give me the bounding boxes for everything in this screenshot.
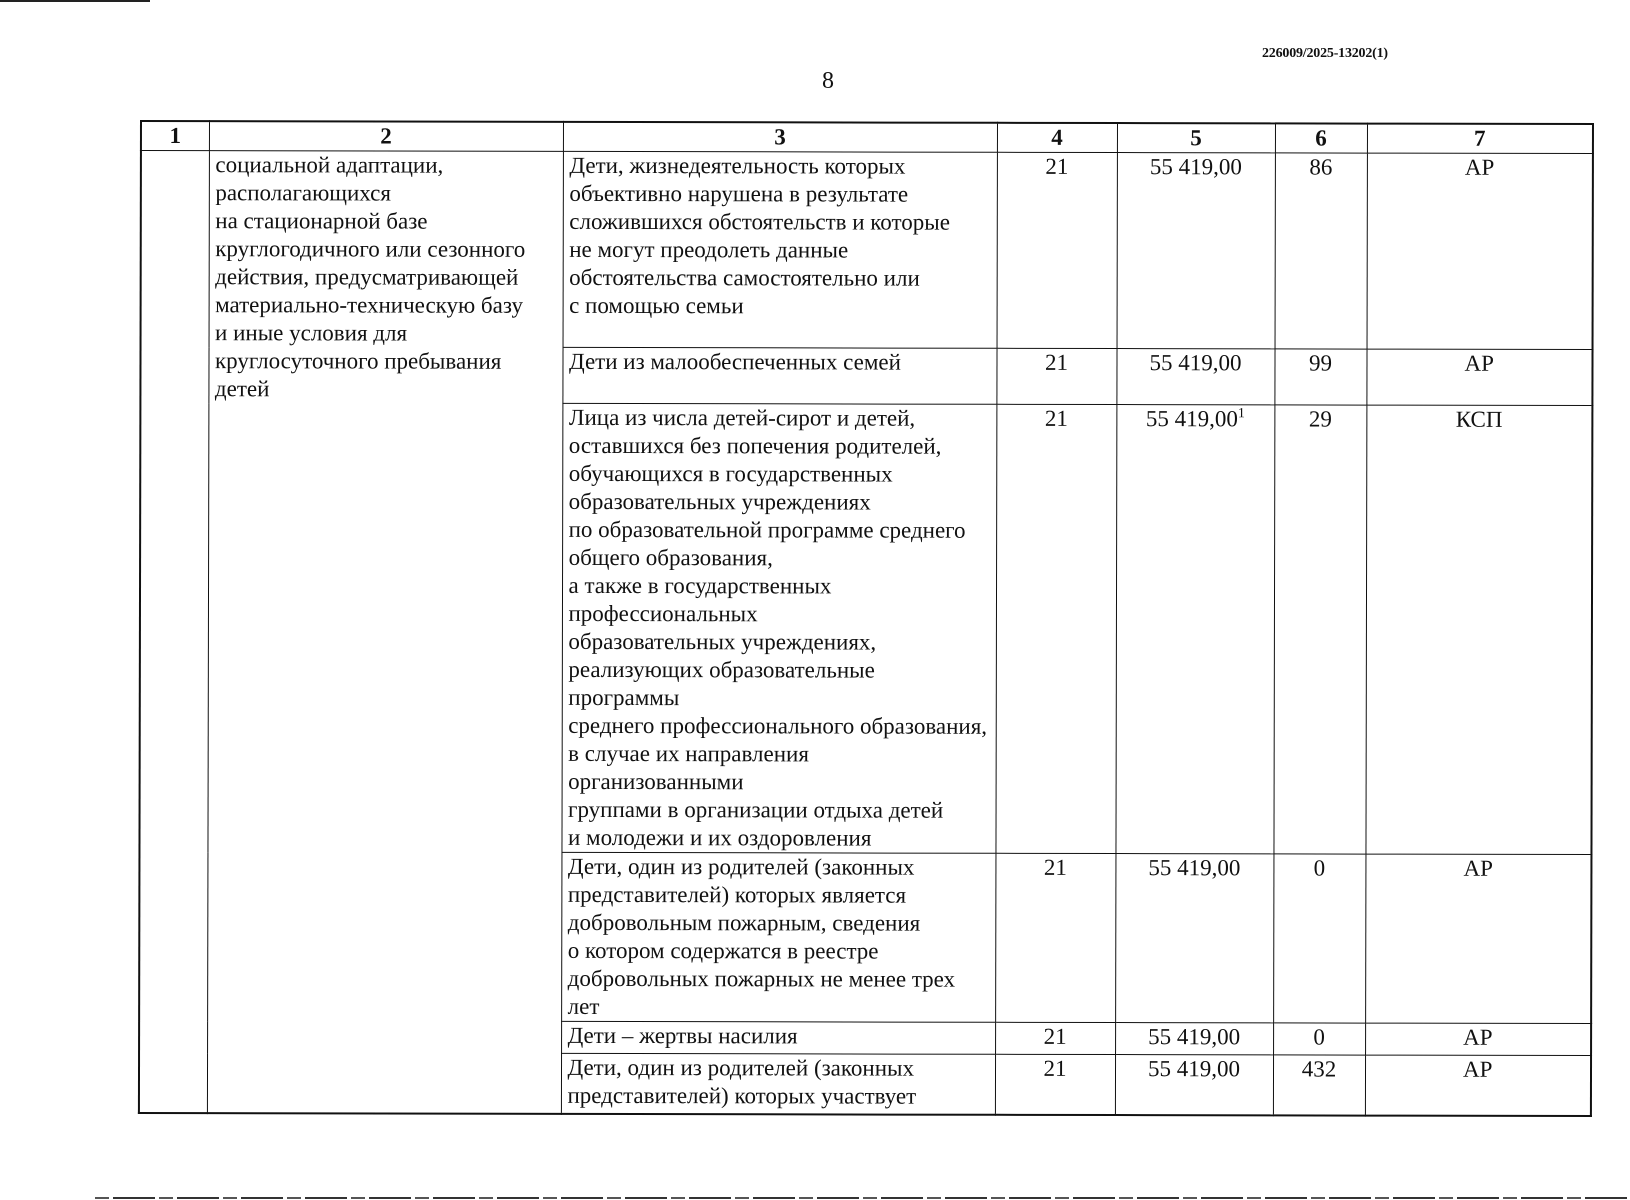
column-header-7: 7: [1367, 124, 1593, 154]
scan-artifact-top: [0, 0, 150, 2]
col6-cell: 432: [1273, 1055, 1365, 1115]
col5-cell: 55 419,00: [1115, 1055, 1273, 1115]
description-cell: Дети – жертвы насилия: [561, 1021, 995, 1054]
footnote-marker: 1: [1237, 406, 1245, 422]
scan-artifact-bottom: [95, 1197, 1630, 1199]
col5-cell: 55 419,00: [1115, 1023, 1273, 1055]
column-header-1: 1: [141, 121, 209, 151]
col4-cell: 21: [996, 348, 1116, 404]
col5-cell: 55 419,00: [1116, 349, 1274, 405]
description-cell: Дети из малообеспеченных семей: [562, 347, 996, 404]
col6-cell: 29: [1273, 405, 1366, 854]
page-number: 8: [822, 68, 834, 94]
col5-cell: 55 419,00: [1117, 153, 1275, 349]
table-row: [141, 151, 1593, 350]
column-header-3: 3: [563, 122, 997, 152]
col7-cell: АР: [1365, 1023, 1591, 1055]
category-text: социальной адаптации, располагающихся на стационарной базе круглогодичного или сезонного действия, предусматривающей материально-техническую базу и иные условия для круглосуточного пребывания детей: [214, 152, 526, 402]
description-cell: Дети, один из родителей (законных представителей) которых участвует: [561, 1053, 995, 1114]
column-header-6: 6: [1275, 123, 1367, 153]
col6-cell: 99: [1274, 349, 1366, 405]
category-cell: [207, 151, 563, 1114]
row-number-cell: [139, 151, 209, 1113]
col7-cell: АР: [1366, 349, 1592, 405]
col5-cell: 55 419,00$^1$: [1115, 405, 1274, 854]
col4-cell: 21: [995, 1022, 1115, 1054]
header-row: [141, 121, 1593, 154]
column-header-5: 5: [1117, 123, 1275, 153]
col4-cell: 21: [995, 404, 1116, 853]
col7-cell: АР: [1365, 854, 1591, 1023]
col7-cell: АР: [1365, 1055, 1591, 1115]
data-table: [138, 120, 1594, 1117]
description-cell: Лица из числа детей-сирот и детей, оставшихся без попечения родителей, обучающихся в государственных образовательных учреждениях по образовательной программе среднего общего образования, а также в государственных профессиональных образовательных учреждениях, реализующих образовательные программы среднего профессионального образования, в случае их направления организованными группами в организации отдыха детей и молодежи и их оздоровления: [561, 403, 996, 853]
col7-cell: АР: [1367, 153, 1593, 349]
col4-cell: 21: [995, 1054, 1115, 1114]
column-header-2: 2: [209, 121, 563, 151]
column-header-4: 4: [997, 123, 1117, 153]
col4-cell: 21: [995, 853, 1115, 1022]
document-id: 226009/2025-13202(1): [1262, 46, 1388, 61]
col7-cell: КСП: [1365, 405, 1592, 854]
col4-cell: 21: [997, 152, 1117, 348]
col6-cell: 86: [1275, 153, 1367, 349]
description-cell: Дети, жизнедеятельность которых объективно нарушена в результате сложившихся обстоятельств и которые не могут преодолеть данные обстоятельства самостоятельно или с помощью семьи: [563, 151, 997, 348]
col6-cell: 0: [1273, 854, 1365, 1023]
col6-cell: 0: [1273, 1023, 1365, 1055]
col5-cell: 55 419,00: [1115, 854, 1273, 1023]
description-cell: Дети, один из родителей (законных представителей) которых является добровольным пожарным, сведения о котором содержатся в реестре добровольных пожарных не менее трех лет: [561, 852, 995, 1022]
